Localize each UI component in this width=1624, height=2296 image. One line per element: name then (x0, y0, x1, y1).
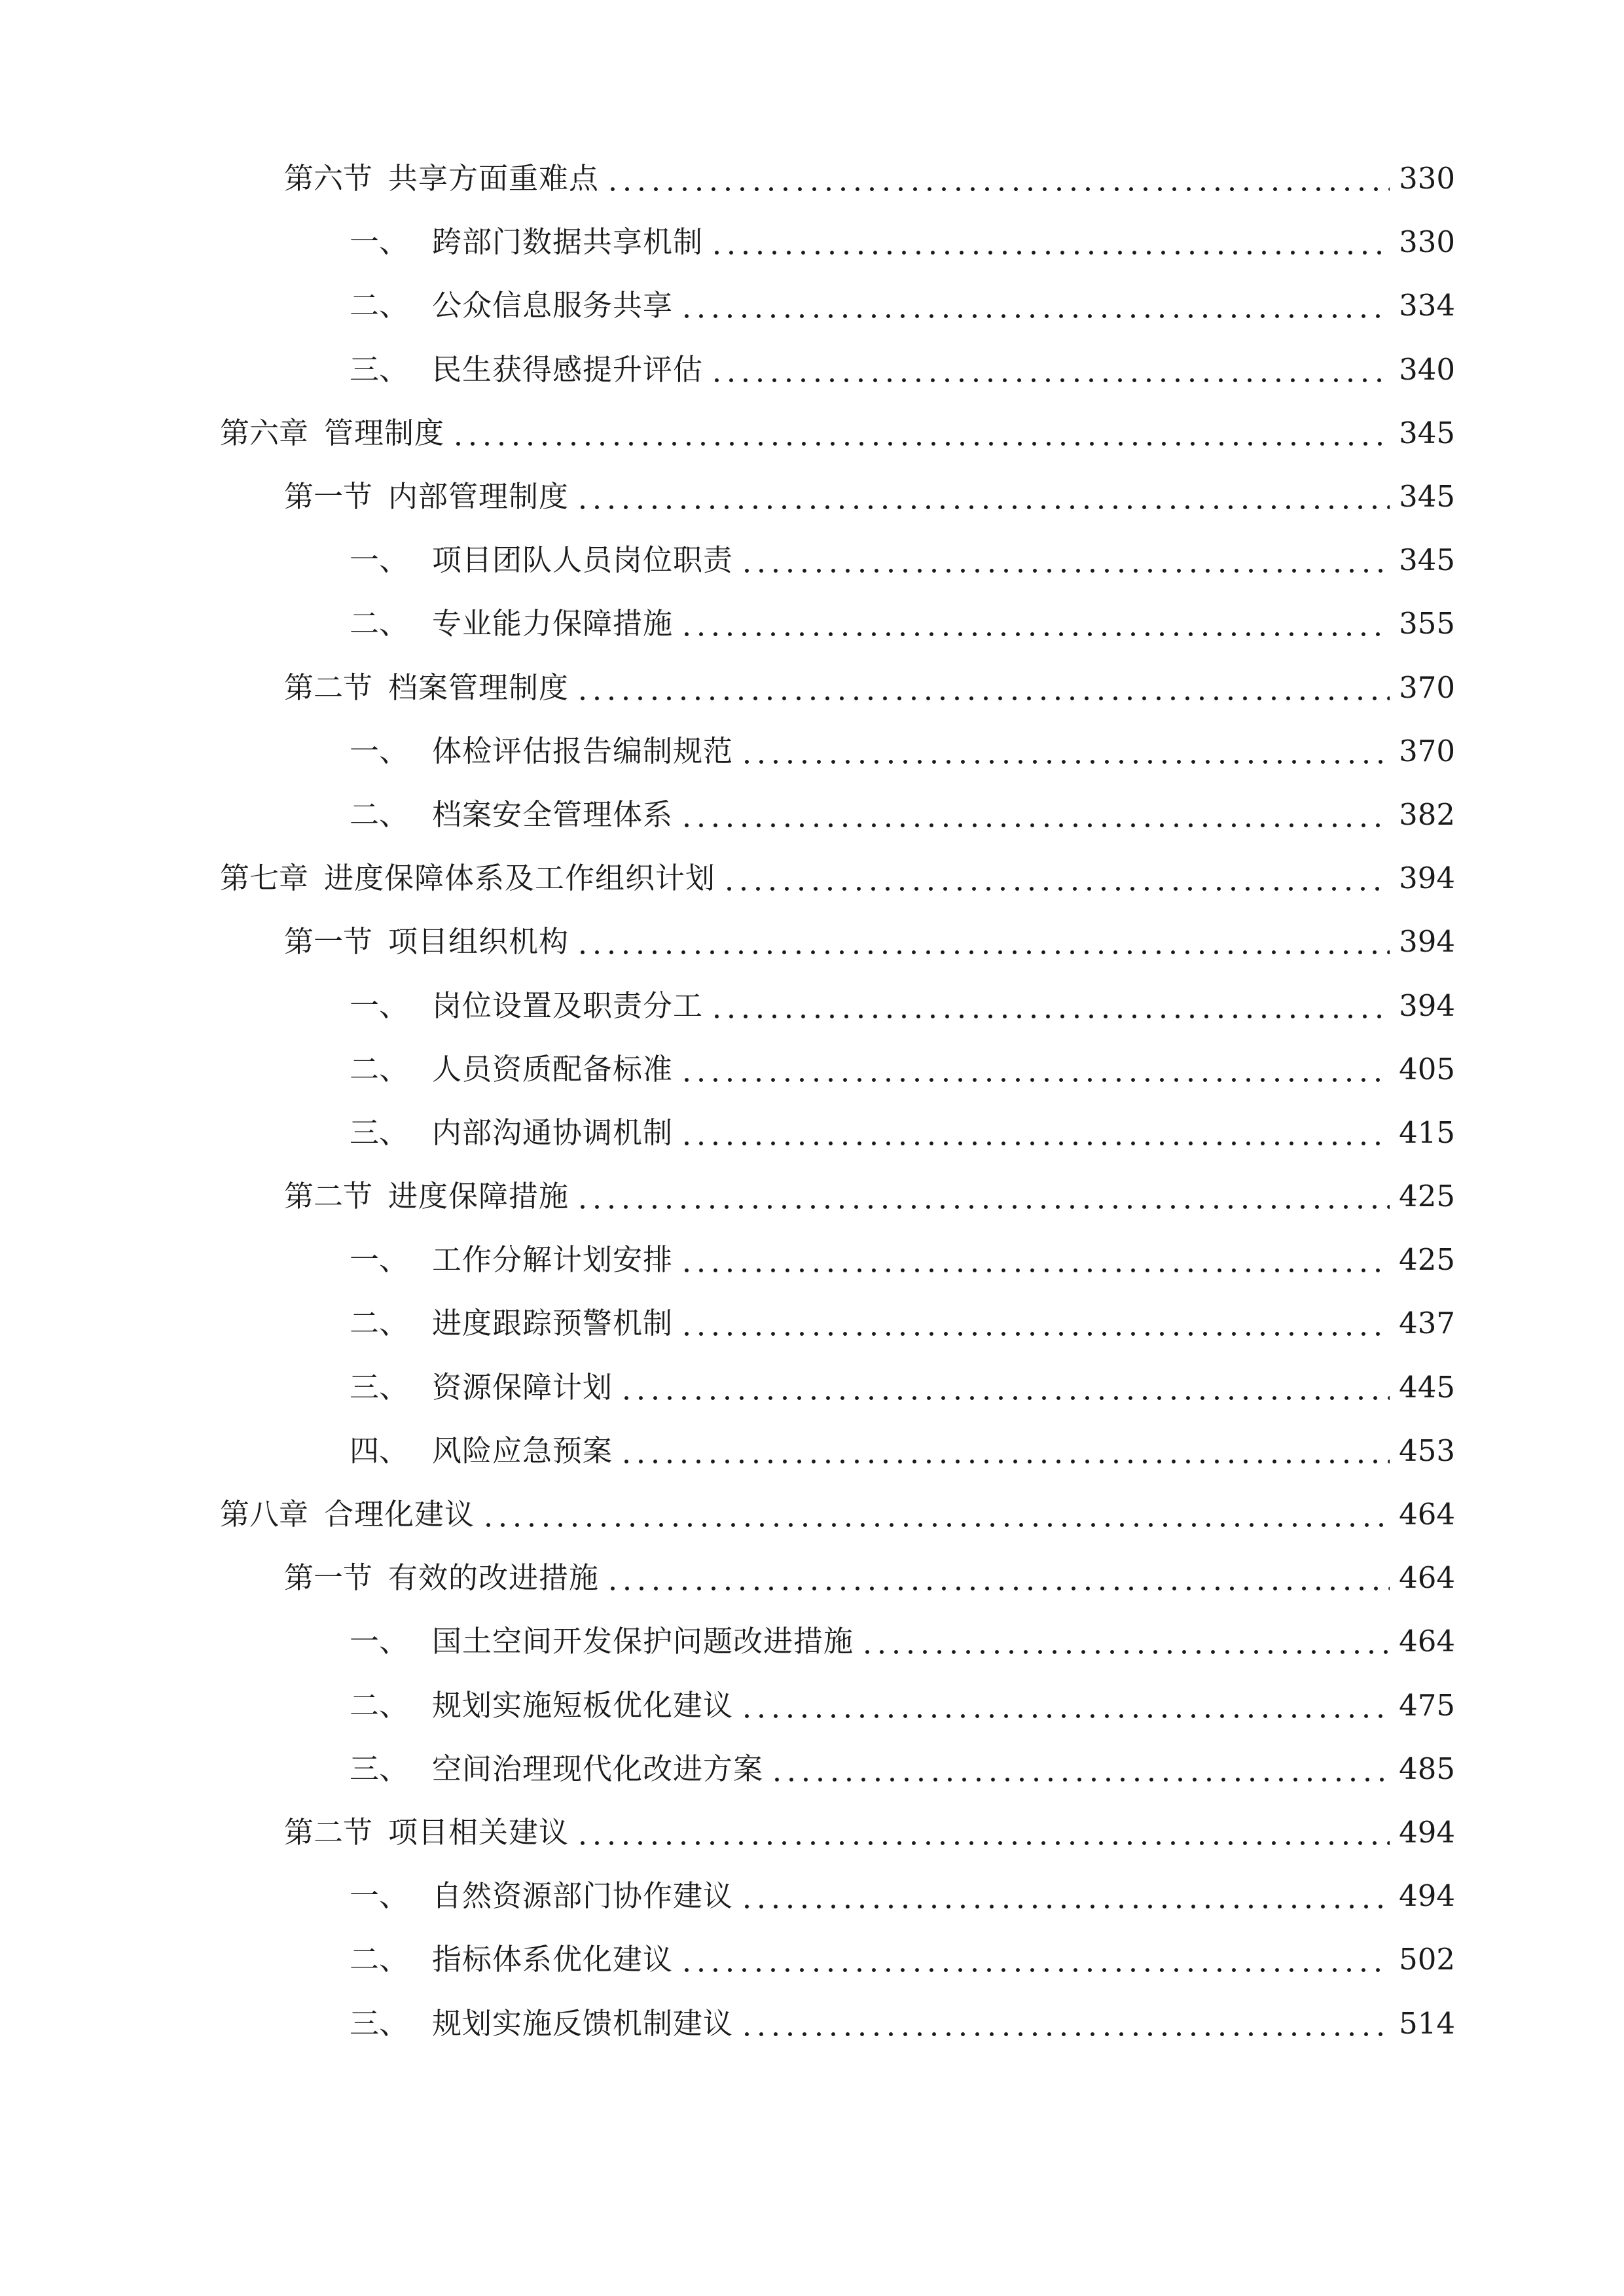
toc-page-number: 464 (1399, 1560, 1455, 1596)
toc-entry[interactable] (0, 1037, 1624, 1101)
toc-number: 一、 (350, 1242, 409, 1278)
toc-entry[interactable] (0, 465, 1624, 528)
toc-number: 三、 (350, 1751, 409, 1786)
toc-entry[interactable] (0, 1101, 1624, 1164)
toc-number: 二、 (350, 1051, 409, 1086)
toc-page-number: 345 (1399, 415, 1455, 450)
dot-leader (605, 1563, 1390, 1592)
toc-entry[interactable] (0, 1864, 1624, 1928)
toc-title: 专业能力保障措施 (432, 606, 674, 641)
toc-entry[interactable] (0, 274, 1624, 337)
dot-leader (451, 418, 1390, 448)
toc-entry[interactable] (0, 592, 1624, 655)
toc-number: 第一节 (284, 924, 373, 960)
toc-number: 一、 (350, 988, 409, 1023)
toc-page-number: 345 (1399, 479, 1455, 514)
dot-leader (740, 2009, 1390, 2038)
dot-leader (481, 1499, 1390, 1529)
toc-page-number: 370 (1399, 733, 1455, 768)
toc-page-number: 345 (1399, 543, 1455, 578)
dot-leader (710, 355, 1390, 384)
toc-title: 进度跟踪预警机制 (432, 1306, 674, 1341)
dot-leader (575, 482, 1390, 511)
toc-number: 二、 (350, 1942, 409, 1977)
toc-entry[interactable] (0, 528, 1624, 592)
toc-page-number: 464 (1399, 1497, 1455, 1532)
toc-number: 第一节 (284, 1560, 373, 1596)
toc-number: 一、 (350, 733, 409, 768)
toc-page-number: 394 (1399, 924, 1455, 960)
toc-number: 第七章 (220, 861, 309, 896)
toc-entry[interactable] (0, 1355, 1624, 1419)
dot-leader (575, 927, 1390, 956)
dot-leader (740, 545, 1390, 575)
toc-title: 内部管理制度 (388, 479, 569, 514)
toc-title: 人员资质配备标准 (432, 1051, 674, 1086)
toc-entry[interactable] (0, 1928, 1624, 1991)
toc-entry[interactable] (0, 1291, 1624, 1355)
toc-page-number: 514 (1399, 2005, 1455, 2041)
toc-number: 一、 (350, 1878, 409, 1914)
toc-entry[interactable] (0, 656, 1624, 719)
toc-title: 空间治理现代化改进方案 (432, 1751, 764, 1786)
toc-title: 指标体系优化建议 (432, 1942, 674, 1977)
toc-page-number: 415 (1399, 1115, 1455, 1150)
toc-number: 二、 (350, 288, 409, 323)
toc-title: 管理制度 (324, 415, 445, 450)
dot-leader (740, 1881, 1390, 1910)
dot-leader (722, 863, 1390, 893)
table-of-contents (0, 147, 1624, 2055)
toc-page-number: 453 (1399, 1433, 1455, 1468)
toc-page-number: 437 (1399, 1306, 1455, 1341)
toc-page-number: 425 (1399, 1179, 1455, 1214)
toc-title: 进度保障措施 (388, 1179, 569, 1214)
toc-entry[interactable] (0, 1609, 1624, 1673)
toc-title: 进度保障体系及工作组织计划 (324, 861, 716, 896)
toc-number: 第二节 (284, 1814, 373, 1850)
toc-entry[interactable] (0, 1228, 1624, 1291)
toc-title: 公众信息服务共享 (432, 288, 674, 323)
toc-entry[interactable] (0, 147, 1624, 210)
dot-leader (710, 227, 1390, 257)
toc-number: 四、 (350, 1433, 409, 1468)
toc-title: 岗位设置及职责分工 (432, 988, 704, 1023)
dot-leader (710, 991, 1390, 1020)
toc-title: 规划实施反馈机制建议 (432, 2005, 734, 2041)
toc-title: 国土空间开发保护问题改进措施 (432, 1624, 854, 1659)
dot-leader (679, 1054, 1390, 1084)
dot-leader (679, 800, 1390, 829)
toc-entry[interactable] (0, 846, 1624, 910)
toc-title: 体检评估报告编制规范 (432, 733, 734, 768)
toc-number: 一、 (350, 1624, 409, 1659)
toc-title: 档案安全管理体系 (432, 797, 674, 832)
toc-number: 一、 (350, 543, 409, 578)
toc-page-number: 340 (1399, 351, 1455, 387)
toc-page-number: 494 (1399, 1878, 1455, 1914)
toc-number: 二、 (350, 606, 409, 641)
toc-entry[interactable] (0, 1674, 1624, 1737)
dot-leader (679, 291, 1390, 320)
dot-leader (679, 609, 1390, 638)
toc-page-number: 464 (1399, 1624, 1455, 1659)
toc-page-number: 330 (1399, 161, 1455, 196)
dot-leader (679, 1245, 1390, 1274)
toc-page-number: 370 (1399, 670, 1455, 705)
toc-number: 第二节 (284, 1179, 373, 1214)
toc-number: 三、 (350, 2005, 409, 2041)
dot-leader (860, 1626, 1390, 1656)
toc-title: 有效的改进措施 (388, 1560, 600, 1596)
dot-leader (740, 1691, 1390, 1720)
dot-leader (575, 1181, 1390, 1211)
toc-entry[interactable] (0, 1737, 1624, 1801)
toc-title: 合理化建议 (324, 1497, 475, 1532)
toc-title: 资源保障计划 (432, 1369, 613, 1405)
dot-leader (605, 164, 1390, 193)
toc-page-number: 405 (1399, 1051, 1455, 1086)
toc-title: 自然资源部门协作建议 (432, 1878, 734, 1914)
dot-leader (575, 1818, 1390, 1847)
toc-entry[interactable] (0, 1482, 1624, 1546)
toc-page-number: 445 (1399, 1369, 1455, 1405)
toc-title: 民生获得感提升评估 (432, 351, 704, 387)
toc-entry[interactable] (0, 338, 1624, 401)
toc-entry[interactable] (0, 1801, 1624, 1864)
toc-entry[interactable] (0, 910, 1624, 973)
toc-page-number: 475 (1399, 1687, 1455, 1723)
toc-number: 第一节 (284, 479, 373, 514)
toc-number: 二、 (350, 1687, 409, 1723)
toc-entry[interactable] (0, 1164, 1624, 1228)
dot-leader (770, 1754, 1390, 1784)
toc-number: 三、 (350, 1115, 409, 1150)
toc-number: 第六章 (220, 415, 309, 450)
toc-page-number: 330 (1399, 224, 1455, 260)
dot-leader (679, 1118, 1390, 1147)
toc-entry[interactable] (0, 1546, 1624, 1609)
dot-leader (679, 1308, 1390, 1338)
toc-title: 规划实施短板优化建议 (432, 1687, 734, 1723)
toc-title: 跨部门数据共享机制 (432, 224, 704, 260)
toc-number: 第八章 (220, 1497, 309, 1532)
toc-number: 第二节 (284, 670, 373, 705)
toc-title: 项目组织机构 (388, 924, 569, 960)
toc-page-number: 355 (1399, 606, 1455, 641)
dot-leader (619, 1372, 1390, 1402)
toc-title: 风险应急预案 (432, 1433, 613, 1468)
toc-page-number: 502 (1399, 1942, 1455, 1977)
toc-page-number: 394 (1399, 861, 1455, 896)
toc-entry[interactable] (0, 1419, 1624, 1482)
dot-leader (619, 1436, 1390, 1465)
toc-page-number: 425 (1399, 1242, 1455, 1278)
toc-page-number: 334 (1399, 288, 1455, 323)
toc-entry[interactable] (0, 783, 1624, 846)
toc-page-number: 485 (1399, 1751, 1455, 1786)
dot-leader (679, 1945, 1390, 1974)
dot-leader (575, 673, 1390, 702)
toc-page-number: 394 (1399, 988, 1455, 1023)
toc-number: 二、 (350, 1306, 409, 1341)
dot-leader (740, 736, 1390, 766)
toc-number: 三、 (350, 1369, 409, 1405)
toc-entry[interactable] (0, 973, 1624, 1037)
toc-entry[interactable] (0, 210, 1624, 274)
toc-title: 档案管理制度 (388, 670, 569, 705)
toc-page-number: 382 (1399, 797, 1455, 832)
toc-title: 项目团队人员岗位职责 (432, 543, 734, 578)
toc-number: 三、 (350, 351, 409, 387)
toc-number: 第六节 (284, 161, 373, 196)
toc-title: 内部沟通协调机制 (432, 1115, 674, 1150)
toc-page-number: 494 (1399, 1814, 1455, 1850)
toc-entry[interactable] (0, 719, 1624, 783)
toc-number: 一、 (350, 224, 409, 260)
toc-title: 工作分解计划安排 (432, 1242, 674, 1278)
toc-title: 项目相关建议 (388, 1814, 569, 1850)
toc-number: 二、 (350, 797, 409, 832)
toc-entry[interactable] (0, 401, 1624, 465)
toc-title: 共享方面重难点 (388, 161, 600, 196)
toc-entry[interactable] (0, 1991, 1624, 2054)
